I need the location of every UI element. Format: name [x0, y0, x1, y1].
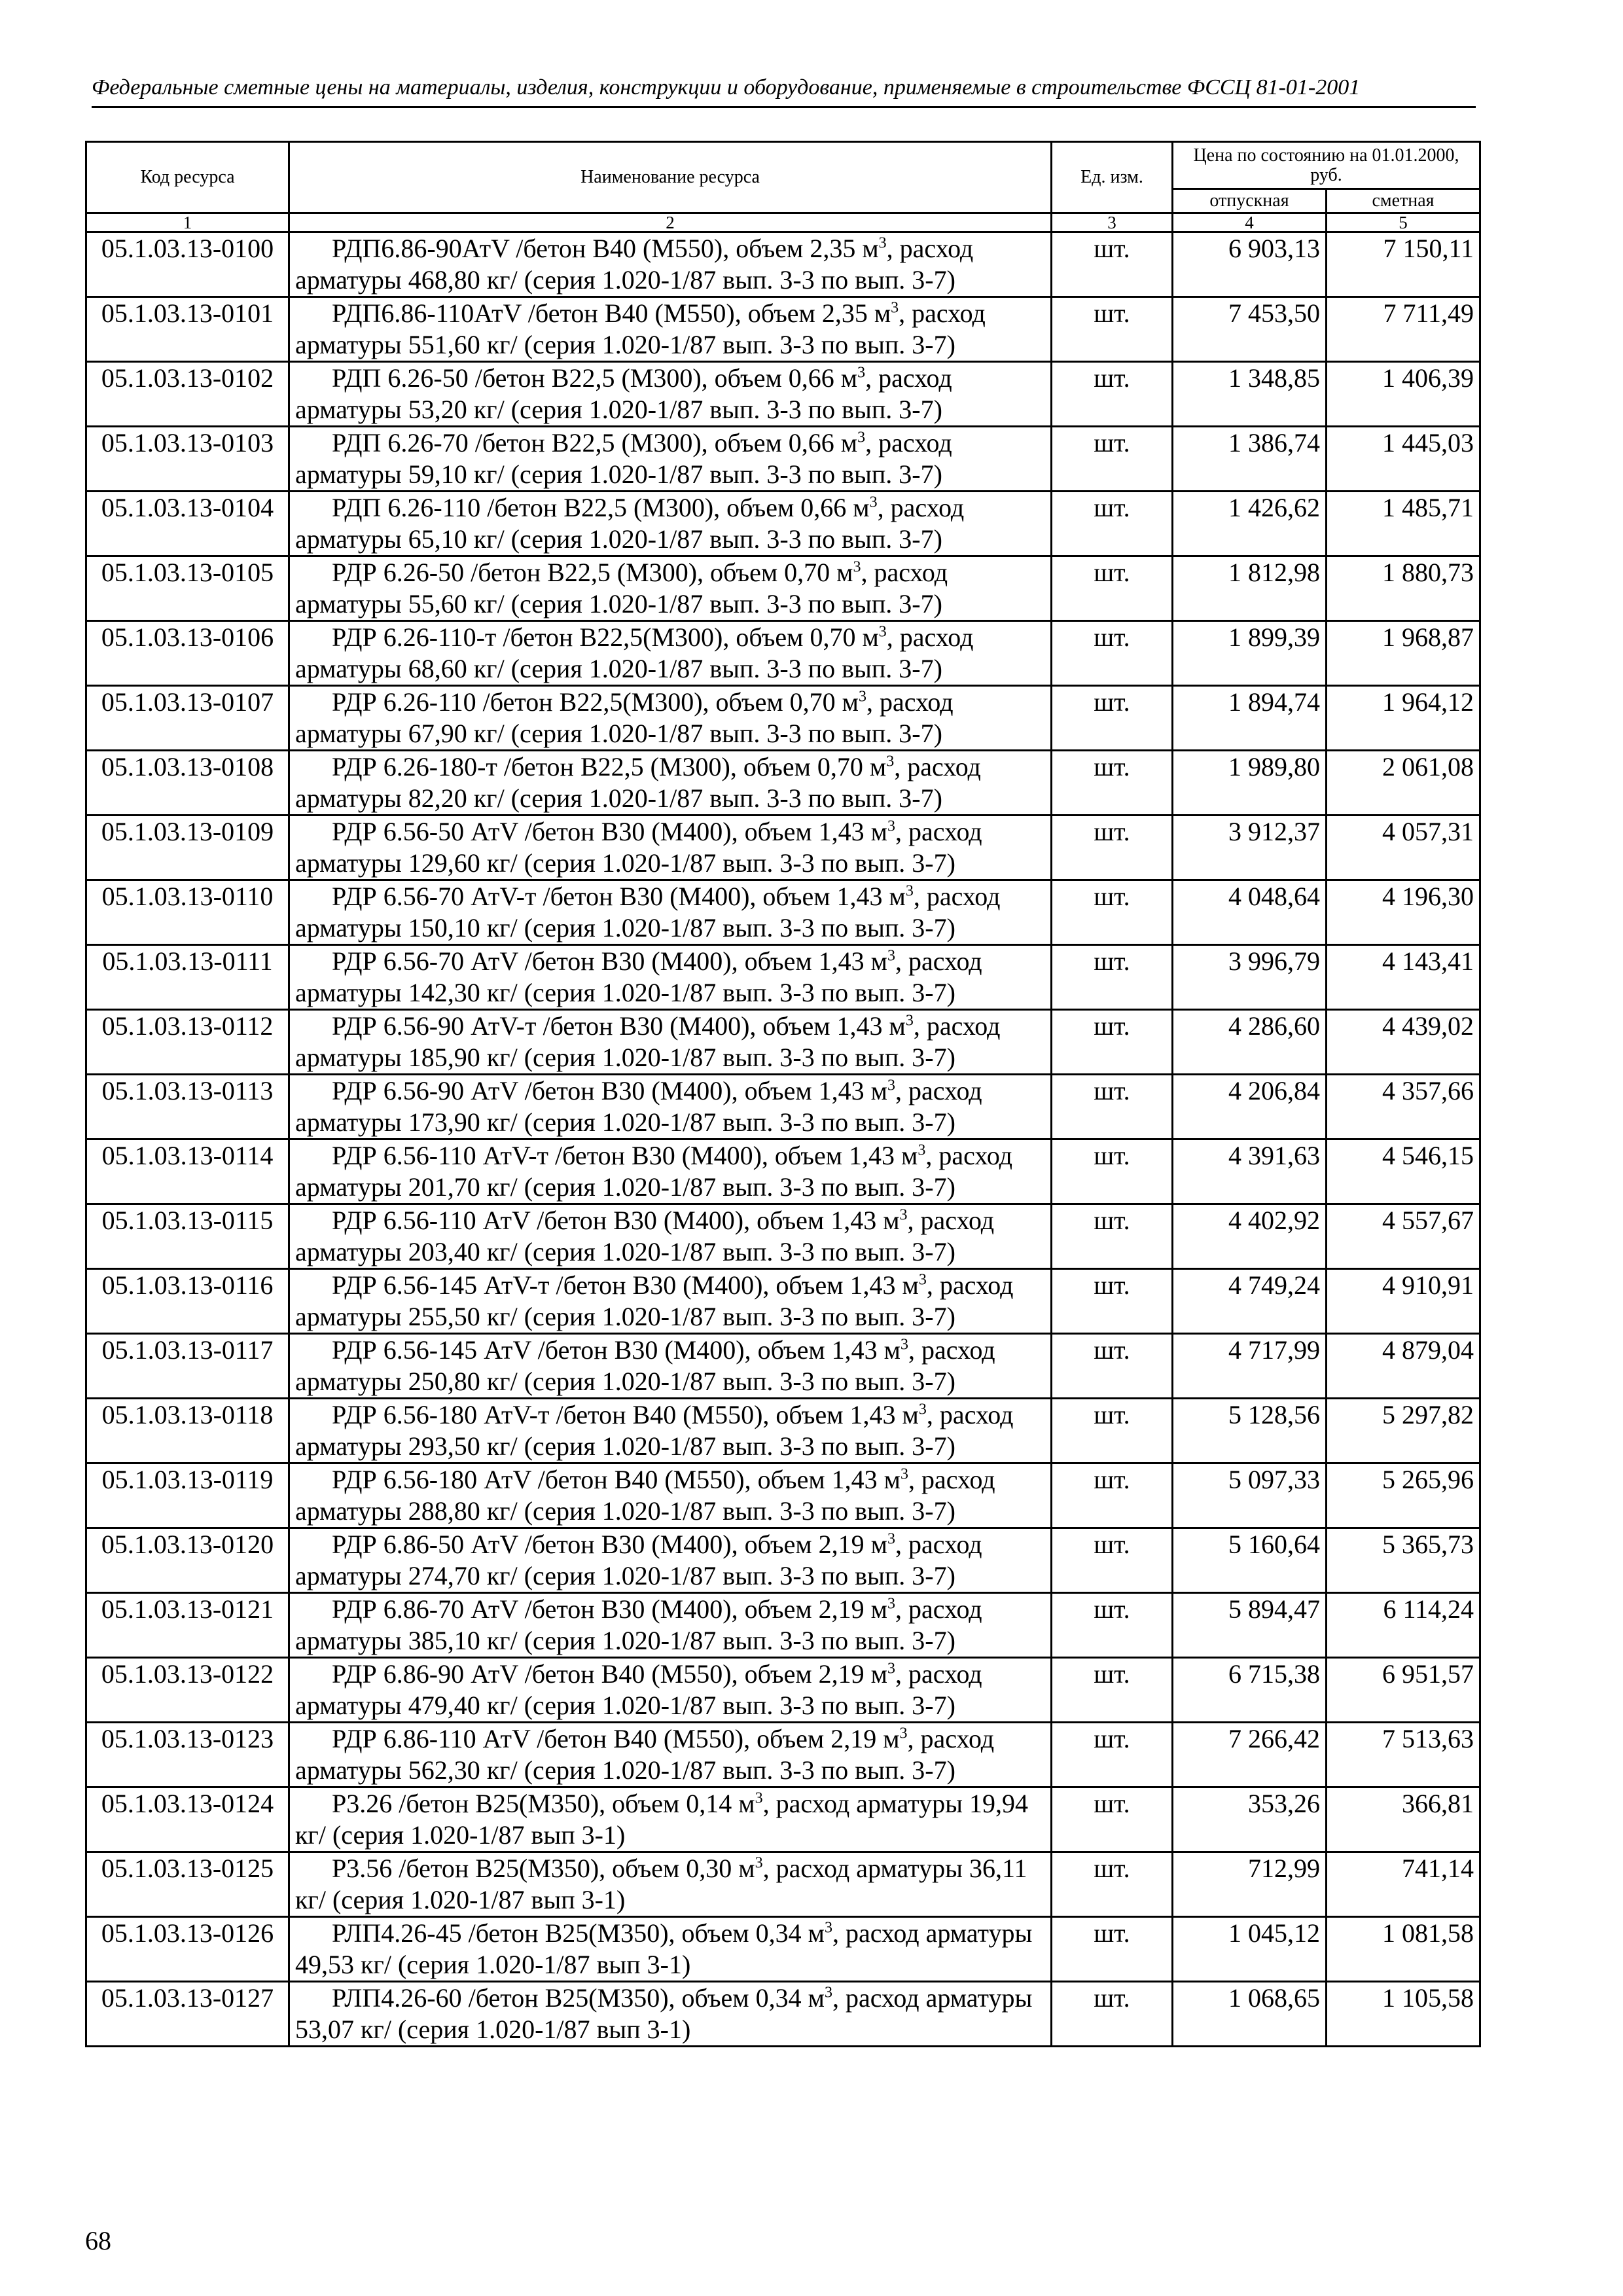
resource-name — [289, 427, 1052, 492]
estimate-price: 741,14 — [1327, 1852, 1480, 1917]
resource-name — [289, 1010, 1052, 1075]
table-row — [86, 297, 1480, 362]
release-price: 4 048,64 — [1173, 880, 1327, 945]
resource-code: 05.1.03.13-0112 — [86, 1010, 289, 1075]
resource-code: 05.1.03.13-0105 — [86, 556, 289, 621]
resource-code: 05.1.03.13-0116 — [86, 1269, 289, 1334]
resource-name-text: , расход арматуры 49,53 кг/ (серия 1.020-1/87 вып 3-1) — [295, 1918, 1033, 1979]
unit-exponent: 3 — [891, 299, 899, 317]
unit-exponent: 3 — [900, 1465, 908, 1483]
resource-name-text: Р3.26 /бетон В25(М350), объем 0,14 м — [332, 1789, 755, 1818]
unit-of-measure: шт. — [1052, 1593, 1173, 1658]
release-price: 4 402,92 — [1173, 1204, 1327, 1269]
resource-code: 05.1.03.13-0104 — [86, 492, 289, 556]
estimate-price: 5 365,73 — [1327, 1528, 1480, 1593]
estimate-price: 4 879,04 — [1327, 1334, 1480, 1399]
table-row — [86, 1204, 1480, 1269]
price-table — [85, 141, 1481, 2047]
unit-exponent: 3 — [857, 429, 866, 446]
header-name: Наименование ресурса — [289, 142, 1052, 213]
resource-code: 05.1.03.13-0123 — [86, 1723, 289, 1787]
estimate-price: 6 951,57 — [1327, 1658, 1480, 1723]
unit-exponent: 3 — [886, 753, 895, 770]
estimate-price: 1 485,71 — [1327, 492, 1480, 556]
resource-name-text: РДР 6.86-50 АтV /бетон В30 (М400), объем 2,19 м — [332, 1530, 887, 1559]
resource-name-text: РЛП4.26-45 /бетон В25(М350), объем 0,34 м — [332, 1918, 825, 1948]
release-price: 1 894,74 — [1173, 686, 1327, 751]
resource-name-text: , расход арматуры 36,11 кг/ (серия 1.020-1/87 вып 3-1) — [295, 1854, 1027, 1914]
resource-name-text: , расход арматуры 82,20 кг/ (серия 1.020-1/87 вып. 3-3 по вып. 3-7) — [295, 752, 981, 813]
unit-of-measure: шт. — [1052, 1010, 1173, 1075]
estimate-price: 7 711,49 — [1327, 297, 1480, 362]
resource-code: 05.1.03.13-0124 — [86, 1787, 289, 1852]
unit-of-measure: шт. — [1052, 556, 1173, 621]
resource-code: 05.1.03.13-0127 — [86, 1982, 289, 2047]
table-row — [86, 1658, 1480, 1723]
table-row — [86, 1787, 1480, 1852]
resource-name-text: , расход арматуры 255,50 кг/ (серия 1.020-1/87 вып. 3-3 по вып. 3-7) — [295, 1270, 1014, 1331]
resource-name-text: , расход арматуры 562,30 кг/ (серия 1.020-1/87 вып. 3-3 по вып. 3-7) — [295, 1724, 995, 1785]
resource-name-text: РДП 6.26-50 /бетон В22,5 (М300), объем 0,66 м — [332, 363, 858, 393]
header-unit: Ед. изм. — [1052, 142, 1173, 213]
resource-code: 05.1.03.13-0100 — [86, 232, 289, 297]
release-price: 4 206,84 — [1173, 1075, 1327, 1139]
resource-code: 05.1.03.13-0103 — [86, 427, 289, 492]
unit-exponent: 3 — [887, 1077, 895, 1094]
unit-exponent: 3 — [918, 1271, 927, 1289]
estimate-price: 4 143,41 — [1327, 945, 1480, 1010]
release-price: 353,26 — [1173, 1787, 1327, 1852]
release-price: 7 266,42 — [1173, 1723, 1327, 1787]
estimate-price: 1 105,58 — [1327, 1982, 1480, 2047]
resource-name-text: РДР 6.56-70 АтV /бетон В30 (М400), объем 1,43 м — [332, 946, 887, 976]
resource-name-text: РДР 6.56-180 АтV-т /бетон В40 (М550), объем 1,43 м — [332, 1400, 919, 1429]
resource-name-text: РДП6.86-110АтV /бетон В40 (М550), объем 2,35 м — [332, 298, 891, 328]
unit-exponent: 3 — [878, 623, 887, 641]
unit-exponent: 3 — [918, 1141, 926, 1159]
release-price: 1 426,62 — [1173, 492, 1327, 556]
unit-exponent: 3 — [824, 1984, 832, 2001]
table-row — [86, 1917, 1480, 1982]
resource-name — [289, 1723, 1052, 1787]
estimate-price: 4 439,02 — [1327, 1010, 1480, 1075]
resource-code: 05.1.03.13-0119 — [86, 1463, 289, 1528]
resource-code: 05.1.03.13-0111 — [86, 945, 289, 1010]
table-row — [86, 1528, 1480, 1593]
resource-name-text: , расход арматуры 68,60 кг/ (серия 1.020-1/87 вып. 3-3 по вып. 3-7) — [295, 622, 974, 683]
unit-exponent: 3 — [755, 1789, 763, 1807]
estimate-price: 4 910,91 — [1327, 1269, 1480, 1334]
unit-exponent: 3 — [918, 1401, 927, 1418]
resource-name-text: РДП 6.26-110 /бетон В22,5 (М300), объем 0,66 м — [332, 493, 870, 522]
resource-name-text: , расход арматуры 201,70 кг/ (серия 1.020-1/87 вып. 3-3 по вып. 3-7) — [295, 1141, 1013, 1202]
unit-of-measure: шт. — [1052, 362, 1173, 427]
unit-exponent: 3 — [905, 1012, 914, 1030]
header-price: Цена по состоянию на 01.01.2000, руб. — [1173, 142, 1480, 189]
table-row — [86, 1139, 1480, 1204]
resource-name-text: , расход арматуры 150,10 кг/ (серия 1.020-1/87 вып. 3-3 по вып. 3-7) — [295, 882, 1001, 942]
table-row — [86, 1593, 1480, 1658]
resource-name — [289, 1528, 1052, 1593]
estimate-price: 4 557,67 — [1327, 1204, 1480, 1269]
unit-of-measure: шт. — [1052, 1528, 1173, 1593]
table-body — [86, 232, 1480, 2047]
column-number: 2 — [289, 213, 1052, 232]
resource-name-text: , расход арматуры 479,40 кг/ (серия 1.020-1/87 вып. 3-3 по вып. 3-7) — [295, 1659, 982, 1720]
release-price: 1 068,65 — [1173, 1982, 1327, 2047]
resource-name-text: , расход арматуры 468,80 кг/ (серия 1.020-1/87 вып. 3-3 по вып. 3-7) — [295, 234, 974, 295]
resource-name-text: , расход арматуры 53,20 кг/ (серия 1.020-1/87 вып. 3-3 по вып. 3-7) — [295, 363, 952, 424]
resource-code: 05.1.03.13-0101 — [86, 297, 289, 362]
release-price: 1 045,12 — [1173, 1917, 1327, 1982]
resource-code: 05.1.03.13-0125 — [86, 1852, 289, 1917]
estimate-price: 5 265,96 — [1327, 1463, 1480, 1528]
resource-name-text: , расход арматуры 293,50 кг/ (серия 1.020-1/87 вып. 3-3 по вып. 3-7) — [295, 1400, 1014, 1461]
table-row — [86, 751, 1480, 816]
resource-name-text: РДР 6.26-110-т /бетон В22,5(М300), объем 0,70 м — [332, 622, 879, 652]
table-row — [86, 1399, 1480, 1463]
running-header: Федеральные сметные цены на материалы, изделия, конструкции и оборудование, применяемые в строительстве ФССЦ 81-01-2001 — [92, 73, 1476, 108]
table-row — [86, 621, 1480, 686]
unit-of-measure: шт. — [1052, 1723, 1173, 1787]
unit-of-measure: шт. — [1052, 1982, 1173, 2047]
unit-of-measure: шт. — [1052, 492, 1173, 556]
unit-of-measure: шт. — [1052, 1075, 1173, 1139]
unit-exponent: 3 — [887, 947, 895, 965]
header-estimate-price: сметная — [1327, 189, 1480, 213]
unit-exponent: 3 — [858, 688, 866, 706]
resource-name-text: , расход арматуры 53,07 кг/ (серия 1.020-1/87 вып 3-1) — [295, 1983, 1033, 2044]
release-price: 5 160,64 — [1173, 1528, 1327, 1593]
unit-exponent: 3 — [905, 882, 914, 900]
unit-exponent: 3 — [887, 1530, 895, 1548]
resource-name — [289, 1139, 1052, 1204]
estimate-price: 7 513,63 — [1327, 1723, 1480, 1787]
unit-of-measure: шт. — [1052, 1334, 1173, 1399]
resource-name-text: РЛП4.26-60 /бетон В25(М350), объем 0,34 м — [332, 1983, 825, 2013]
resource-name-text: , расход арматуры 19,94 кг/ (серия 1.020-1/87 вып 3-1) — [295, 1789, 1028, 1850]
resource-code: 05.1.03.13-0118 — [86, 1399, 289, 1463]
resource-name-text: , расход арматуры 203,40 кг/ (серия 1.020-1/87 вып. 3-3 по вып. 3-7) — [295, 1206, 995, 1266]
resource-name — [289, 1658, 1052, 1723]
resource-name — [289, 1075, 1052, 1139]
release-price: 5 128,56 — [1173, 1399, 1327, 1463]
table-row — [86, 427, 1480, 492]
header-code: Код ресурса — [86, 142, 289, 213]
resource-name-text: , расход арматуры 129,60 кг/ (серия 1.020-1/87 вып. 3-3 по вып. 3-7) — [295, 817, 982, 878]
resource-name-text: РДР 6.86-90 АтV /бетон В40 (М550), объем 2,19 м — [332, 1659, 887, 1689]
table-row — [86, 686, 1480, 751]
resource-code: 05.1.03.13-0102 — [86, 362, 289, 427]
unit-exponent: 3 — [853, 558, 861, 576]
resource-code: 05.1.03.13-0110 — [86, 880, 289, 945]
table-row — [86, 1723, 1480, 1787]
resource-name-text: РДР 6.56-145 АтV /бетон В30 (М400), объем 1,43 м — [332, 1335, 901, 1365]
release-price: 4 391,63 — [1173, 1139, 1327, 1204]
unit-exponent: 3 — [857, 364, 866, 382]
resource-name — [289, 1852, 1052, 1917]
resource-name-text: , расход арматуры 185,90 кг/ (серия 1.020-1/87 вып. 3-3 по вып. 3-7) — [295, 1011, 1001, 1072]
resource-name-text: , расход арматуры 67,90 кг/ (серия 1.020-1/87 вып. 3-3 по вып. 3-7) — [295, 687, 954, 748]
release-price: 7 453,50 — [1173, 297, 1327, 362]
resource-name-text: РДР 6.56-50 АтV /бетон В30 (М400), объем 1,43 м — [332, 817, 887, 846]
resource-code: 05.1.03.13-0109 — [86, 816, 289, 880]
resource-name-text: РДР 6.86-70 АтV /бетон В30 (М400), объем 2,19 м — [332, 1594, 887, 1624]
resource-name-text: , расход арматуры 274,70 кг/ (серия 1.020-1/87 вып. 3-3 по вып. 3-7) — [295, 1530, 982, 1590]
resource-name-text: РДР 6.56-145 АтV-т /бетон В30 (М400), объем 1,43 м — [332, 1270, 919, 1300]
resource-name — [289, 297, 1052, 362]
resource-name — [289, 1593, 1052, 1658]
resource-code: 05.1.03.13-0115 — [86, 1204, 289, 1269]
resource-name — [289, 1334, 1052, 1399]
unit-of-measure: шт. — [1052, 1658, 1173, 1723]
unit-of-measure: шт. — [1052, 1917, 1173, 1982]
unit-of-measure: шт. — [1052, 751, 1173, 816]
unit-of-measure: шт. — [1052, 1139, 1173, 1204]
table-row — [86, 880, 1480, 945]
estimate-price: 1 445,03 — [1327, 427, 1480, 492]
table-row — [86, 492, 1480, 556]
unit-of-measure: шт. — [1052, 232, 1173, 297]
release-price: 1 899,39 — [1173, 621, 1327, 686]
table-row — [86, 816, 1480, 880]
estimate-price: 6 114,24 — [1327, 1593, 1480, 1658]
release-price: 4 749,24 — [1173, 1269, 1327, 1334]
resource-name-text: , расход арматуры 142,30 кг/ (серия 1.020-1/87 вып. 3-3 по вып. 3-7) — [295, 946, 982, 1007]
column-number: 5 — [1327, 213, 1480, 232]
unit-exponent: 3 — [887, 1595, 895, 1613]
resource-name — [289, 1982, 1052, 2047]
estimate-price: 366,81 — [1327, 1787, 1480, 1852]
resource-name — [289, 556, 1052, 621]
resource-code: 05.1.03.13-0107 — [86, 686, 289, 751]
estimate-price: 4 196,30 — [1327, 880, 1480, 945]
resource-name — [289, 492, 1052, 556]
unit-of-measure: шт. — [1052, 621, 1173, 686]
release-price: 1 348,85 — [1173, 362, 1327, 427]
release-price: 4 717,99 — [1173, 1334, 1327, 1399]
resource-name-text: РДР 6.26-110 /бетон В22,5(М300), объем 0,70 м — [332, 687, 859, 717]
table-row — [86, 362, 1480, 427]
estimate-price: 4 057,31 — [1327, 816, 1480, 880]
resource-name — [289, 362, 1052, 427]
estimate-price: 1 406,39 — [1327, 362, 1480, 427]
unit-exponent: 3 — [900, 1336, 908, 1354]
unit-exponent: 3 — [824, 1919, 832, 1937]
resource-name — [289, 1204, 1052, 1269]
resource-name-text: РДР 6.86-110 АтV /бетон В40 (М550), объем 2,19 м — [332, 1724, 900, 1753]
resource-code: 05.1.03.13-0117 — [86, 1334, 289, 1399]
release-price: 1 386,74 — [1173, 427, 1327, 492]
resource-name-text: РДР 6.26-180-т /бетон В22,5 (М300), объем 0,70 м — [332, 752, 887, 781]
release-price: 1 812,98 — [1173, 556, 1327, 621]
estimate-price: 2 061,08 — [1327, 751, 1480, 816]
resource-name-text: РДП 6.26-70 /бетон В22,5 (М300), объем 0,66 м — [332, 428, 858, 457]
estimate-price: 4 357,66 — [1327, 1075, 1480, 1139]
resource-code: 05.1.03.13-0122 — [86, 1658, 289, 1723]
release-price: 5 894,47 — [1173, 1593, 1327, 1658]
unit-of-measure: шт. — [1052, 880, 1173, 945]
unit-of-measure: шт. — [1052, 816, 1173, 880]
estimate-price: 5 297,82 — [1327, 1399, 1480, 1463]
column-number: 4 — [1173, 213, 1327, 232]
unit-exponent: 3 — [899, 1725, 908, 1742]
resource-name-text: РДР 6.26-50 /бетон В22,5 (М300), объем 0,70 м — [332, 558, 853, 587]
estimate-price: 1 081,58 — [1327, 1917, 1480, 1982]
table-row — [86, 1269, 1480, 1334]
page-number: 68 — [85, 2226, 111, 2255]
header-release-price: отпускная — [1173, 189, 1327, 213]
resource-name-text: РДР 6.56-90 АтV-т /бетон В30 (М400), объем 1,43 м — [332, 1011, 906, 1041]
unit-of-measure: шт. — [1052, 1852, 1173, 1917]
unit-exponent: 3 — [899, 1206, 908, 1224]
unit-exponent: 3 — [887, 817, 895, 835]
unit-exponent: 3 — [887, 1660, 895, 1677]
resource-name-text: РДР 6.56-110 АтV-т /бетон В30 (М400), объем 1,43 м — [332, 1141, 918, 1170]
estimate-price: 7 150,11 — [1327, 232, 1480, 297]
unit-of-measure: шт. — [1052, 1269, 1173, 1334]
resource-name — [289, 1269, 1052, 1334]
table-row — [86, 1075, 1480, 1139]
unit-exponent: 3 — [755, 1854, 763, 1872]
resource-name-text: , расход арматуры 250,80 кг/ (серия 1.020-1/87 вып. 3-3 по вып. 3-7) — [295, 1335, 995, 1396]
unit-of-measure: шт. — [1052, 427, 1173, 492]
resource-code: 05.1.03.13-0113 — [86, 1075, 289, 1139]
resource-name — [289, 1787, 1052, 1852]
estimate-price: 1 880,73 — [1327, 556, 1480, 621]
resource-name-text: РДР 6.56-180 АтV /бетон В40 (М550), объем 1,43 м — [332, 1465, 901, 1494]
resource-name — [289, 945, 1052, 1010]
resource-name-text: , расход арматуры 55,60 кг/ (серия 1.020-1/87 вып. 3-3 по вып. 3-7) — [295, 558, 948, 619]
resource-name-text: РДР 6.56-90 АтV /бетон В30 (М400), объем 1,43 м — [332, 1076, 887, 1105]
unit-exponent: 3 — [869, 493, 878, 511]
column-number: 3 — [1052, 213, 1173, 232]
table-row — [86, 1852, 1480, 1917]
table-row — [86, 1010, 1480, 1075]
table-row — [86, 1982, 1480, 2047]
resource-name-text: РДП6.86-90АтV /бетон В40 (М550), объем 2,35 м — [332, 234, 879, 263]
resource-name-text: Р3.56 /бетон В25(М350), объем 0,30 м — [332, 1854, 755, 1883]
release-price: 712,99 — [1173, 1852, 1327, 1917]
column-number: 1 — [86, 213, 289, 232]
unit-of-measure: шт. — [1052, 1204, 1173, 1269]
table-row — [86, 945, 1480, 1010]
release-price: 3 996,79 — [1173, 945, 1327, 1010]
release-price: 4 286,60 — [1173, 1010, 1327, 1075]
release-price: 5 097,33 — [1173, 1463, 1327, 1528]
table-row — [86, 1334, 1480, 1399]
resource-name-text: РДР 6.56-70 АтV-т /бетон В30 (М400), объем 1,43 м — [332, 882, 906, 911]
resource-code: 05.1.03.13-0106 — [86, 621, 289, 686]
resource-code: 05.1.03.13-0108 — [86, 751, 289, 816]
resource-name-text: РДР 6.56-110 АтV /бетон В30 (М400), объем 1,43 м — [332, 1206, 900, 1235]
resource-name — [289, 686, 1052, 751]
release-price: 1 989,80 — [1173, 751, 1327, 816]
release-price: 6 715,38 — [1173, 1658, 1327, 1723]
unit-of-measure: шт. — [1052, 1787, 1173, 1852]
resource-name — [289, 621, 1052, 686]
resource-name — [289, 880, 1052, 945]
resource-code: 05.1.03.13-0126 — [86, 1917, 289, 1982]
unit-of-measure: шт. — [1052, 686, 1173, 751]
table-row — [86, 232, 1480, 297]
estimate-price: 4 546,15 — [1327, 1139, 1480, 1204]
resource-name-text: , расход арматуры 173,90 кг/ (серия 1.020-1/87 вып. 3-3 по вып. 3-7) — [295, 1076, 982, 1137]
unit-exponent: 3 — [878, 234, 887, 252]
estimate-price: 1 968,87 — [1327, 621, 1480, 686]
resource-name-text: , расход арматуры 65,10 кг/ (серия 1.020-1/87 вып. 3-3 по вып. 3-7) — [295, 493, 965, 554]
table-row — [86, 1463, 1480, 1528]
unit-of-measure: шт. — [1052, 297, 1173, 362]
resource-name-text: , расход арматуры 59,10 кг/ (серия 1.020-1/87 вып. 3-3 по вып. 3-7) — [295, 428, 952, 489]
unit-of-measure: шт. — [1052, 1463, 1173, 1528]
resource-code: 05.1.03.13-0114 — [86, 1139, 289, 1204]
release-price: 6 903,13 — [1173, 232, 1327, 297]
resource-name-text: , расход арматуры 385,10 кг/ (серия 1.020-1/87 вып. 3-3 по вып. 3-7) — [295, 1594, 982, 1655]
unit-of-measure: шт. — [1052, 945, 1173, 1010]
resource-name — [289, 1399, 1052, 1463]
resource-name — [289, 751, 1052, 816]
release-price: 3 912,37 — [1173, 816, 1327, 880]
resource-name-text: , расход арматуры 551,60 кг/ (серия 1.020-1/87 вып. 3-3 по вып. 3-7) — [295, 298, 986, 359]
resource-name — [289, 232, 1052, 297]
resource-name — [289, 1463, 1052, 1528]
resource-code: 05.1.03.13-0121 — [86, 1593, 289, 1658]
resource-code: 05.1.03.13-0120 — [86, 1528, 289, 1593]
resource-name-text: , расход арматуры 288,80 кг/ (серия 1.020-1/87 вып. 3-3 по вып. 3-7) — [295, 1465, 995, 1526]
estimate-price: 1 964,12 — [1327, 686, 1480, 751]
resource-name — [289, 1917, 1052, 1982]
resource-name — [289, 816, 1052, 880]
unit-of-measure: шт. — [1052, 1399, 1173, 1463]
table-row — [86, 556, 1480, 621]
